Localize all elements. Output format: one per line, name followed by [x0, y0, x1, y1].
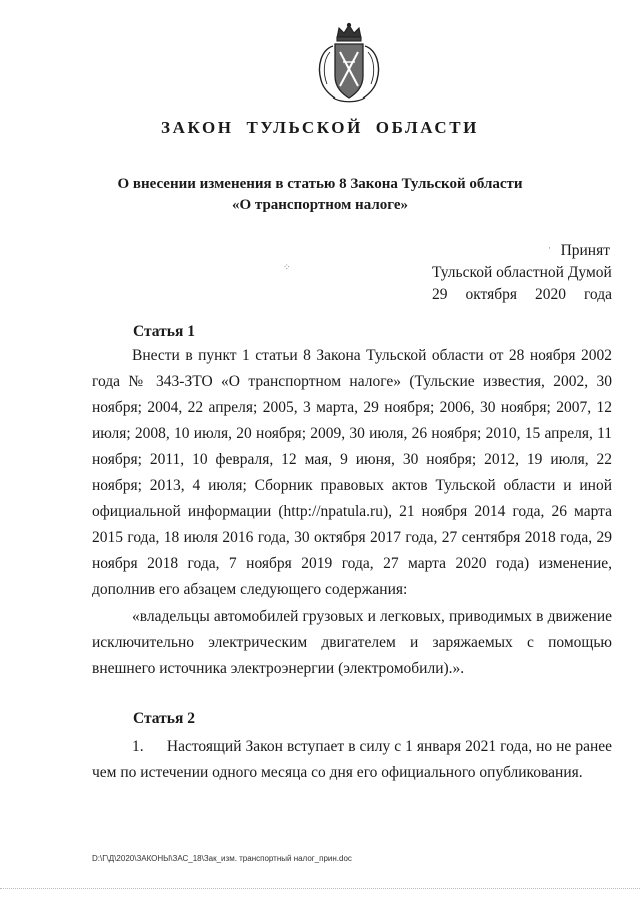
article-2-paragraph-1: 1. Настоящий Закон вступает в силу с 1 января 2021 года, но не ранее чем по истечении одного месяца со дня его официального опубликования. [92, 738, 612, 781]
adoption-month: октября [465, 286, 518, 303]
article-2-heading: Статья 2 [133, 710, 195, 727]
file-path: D:\Г\Д\2020\ЗАКОНЫ\ЗАС_18\Зак_изм. транспортный налог_прин.doc [92, 854, 352, 863]
adopted-by: Тульской областной Думой [432, 264, 612, 281]
scan-speck: ⁘ [283, 262, 291, 272]
adoption-year: 2020 [534, 286, 566, 303]
subject-line-2: «О транспортном налоге» [231, 197, 409, 213]
tula-oblast-coat-of-arms-icon [313, 22, 385, 104]
article-1-heading: Статья 1 [133, 323, 195, 340]
law-subject [0, 174, 640, 216]
article-1-paragraph-2: «владельцы автомобилей грузовых и легковых, приводимых в движение исключительно электрическим двигателем и заряжаемых с помощью внешнего источника электроэнергии (электромобили).». [92, 608, 612, 677]
adoption-year-word: года [583, 286, 612, 303]
scan-speck: · [548, 243, 551, 253]
adoption-block [432, 240, 612, 306]
subject-line-1: О внесении изменения в статью 8 Закона Тульской области [117, 176, 523, 192]
adopted-label: Принят [560, 242, 610, 259]
scan-edge-line [0, 888, 640, 889]
adoption-day: 29 [432, 286, 448, 303]
article-1-paragraph-1: Внести в пункт 1 статьи 8 Закона Тульской области от 28 ноября 2002 года № 343-ЗТО «О транспортном налоге» (Тульские известия, 2002, 30 ноября; 2004, 22 апреля; 2005, 3 марта, 29 ноября; 2006, 30 ноября; 2007, 12 июля; 2008, 10 июля, 20 ноября; 2009, 30 июля, 26 ноября; 2010, 15 апреля, 11 ноября; 2011, 10 февраля, 12 мая, 9 июня, 30 ноября; 2012, 19 июля, 22 ноября; 2013, 4 июля; Сборник правовых актов Тульской области и иной официальной информации (http://npatula.ru), 21 ноября 2014 года, 26 марта 2015 года, 18 июля 2016 года, 30 октября 2017 года, 27 сентября 2018 года, 29 ноября 2018 года, 7 ноября 2019 года, 27 марта 2020 года) изменение, дополнив его абзацем следующего содержания: [92, 347, 612, 598]
adoption-date [432, 284, 612, 306]
law-title: ЗАКОН ТУЛЬСКОЙ ОБЛАСТИ [161, 118, 479, 137]
